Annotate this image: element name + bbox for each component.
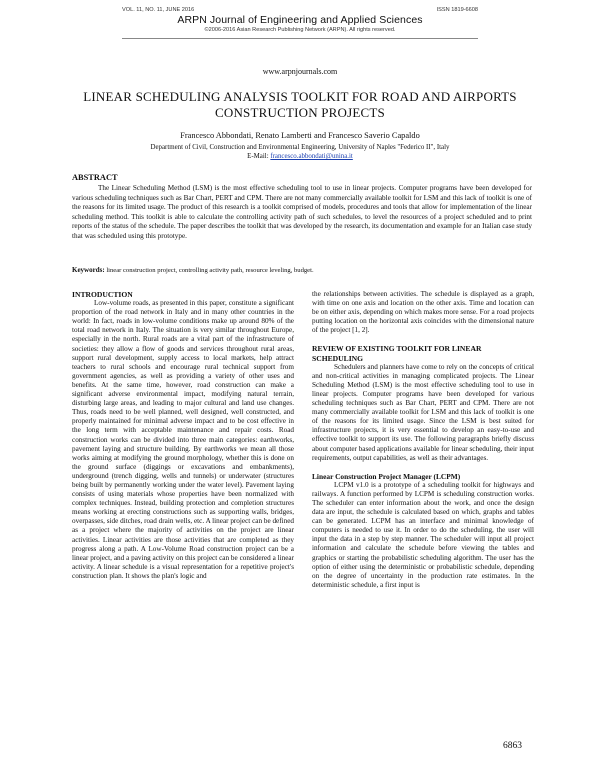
journal-website: www.arpnjournals.com <box>262 67 338 76</box>
paper-title-line-2: CONSTRUCTION PROJECTS <box>215 105 385 120</box>
abstract-heading: ABSTRACT <box>72 173 118 182</box>
spacer <box>312 335 534 344</box>
email-link[interactable]: francesco.abbondati@unina.it <box>270 153 353 160</box>
review-heading-line-2: SCHEDULING <box>312 353 364 363</box>
right-column <box>312 290 534 590</box>
issn: ISSN 1819-6608 <box>436 7 478 13</box>
copyright-notice: ©2006-2016 Asian Research Publishing Network (ARPN). All rights reserved. <box>204 27 396 33</box>
lcpm-heading: Linear Construction Project Manager (LCPM) <box>312 471 461 481</box>
left-column <box>72 290 294 581</box>
page-number: 6863 <box>503 741 522 751</box>
spacer <box>312 463 534 472</box>
volume-issue: VOL. 11, NO. 11, JUNE 2016 <box>122 7 195 13</box>
introduction-paragraph: Low-volume roads, as presented in this paper, constitute a significant proportion of the road network in Italy and in many other countries in the world: In fact, roads in low-volume conditions make up around 80% of the total road network in Italy. The situation is very similar throughout Europe, especially in the north. Rural roads are a vital part of the infrastructure of societies: they allow a flow of goods and services throughout rural areas, support rural development, supply access to local markets, help attract teachers to rural schools and encourage rural technical support from government agencies, as well as providing a variety of other uses and benefits. At the same time, however, road construction can make a significant adverse environmental impact, modifying natural terrain, disturbing large areas, and leading to major cultural and land use changes. Thus, roads need to be well planned, well designed, well constructed, and properly maintained for minimal adverse impact and to be cost effective in the long term with acceptable maintenance and repair costs. Road construction works can be divided into three main categories: earthworks, pavement laying and structure building. By earthworks we mean all those works aiming at modifying the ground morphology, whether this is done on the ground surface (diggings or excavations and embankments), underground (trench digging, wells and tunnels) or underwater (structures being built by permanently working under the water level). Pavement laying consists of using materials whose properties have been normalized with complex techniques. Instead, building protection and completion structures means working at erecting constructions such as supporting walls, bridges, overpasses, side ditches, road drain wells, etc. A linear project can be defined as a project where the majority of activities on the project are linear activities. Linear activities are those activities that are completed as they progress along a path. A Low-Volume Road construction project can be a linear project, and a paving activity on this project can be considered a linear activity. A linear schedule is a visual representation for a repetitive project's construction plan. It shows the plan's logic and <box>72 299 294 580</box>
review-heading-line-1: REVIEW OF EXISTING TOOLKIT FOR LINEAR <box>312 344 482 354</box>
paper-title <box>40 89 560 121</box>
keywords-text: linear construction project, controlling activity path, resource leveling, budget. <box>104 267 314 274</box>
affiliation-text: Department of Civil, Construction and Environmental Engineering, University of Naples "Federico II", Italy <box>150 144 450 151</box>
keywords-label: Keywords: <box>72 266 105 274</box>
abstract-text: The Linear Scheduling Method (LSM) is the most effective scheduling tool to use in linear projects. Computer programs have been developed for various scheduling techniques such as Bar Chart, PERT and CPM. There are not many commercially available toolkit for LSM and this lack of toolkit is one of the reasons for its limited usage. The product of this research is a toolkit comprised of models, procedures and tools that allow for implementation of the linear scheduling method. This toolkit is able to calculate the controlling activity path of such schedules, to level the resources of a project scheduled and to print reports of the status of the schedule. The paper describes the toolkit that was developed by the research, its documentation and example for an Italian case study that was scheduled using this prototype. <box>72 184 532 240</box>
header-divider <box>122 38 478 39</box>
author-affiliation <box>0 143 600 161</box>
email-line <box>0 152 600 161</box>
paper-title-line-1: LINEAR SCHEDULING ANALYSIS TOOLKIT FOR ROAD AND AIRPORTS <box>83 89 517 104</box>
lcpm-paragraph: LCPM v1.0 is a prototype of a scheduling toolkit for highways and railways. A function performed by LCPM is scheduling construction works. The scheduler can enter information about the work, and once the design data are input, the schedule is calculated based on which, graphs and tables can be generated. LCPM has an interface and minimal knowledge of computers is needed to use it. In order to do the scheduling, the user will input the data in a step by step manner. The scheduler will input all project information and calculate the schedule before viewing the tables and graphics or starting the probabilistic scheduling algorithm. The user has the option of either using the deterministic or probabilistic schedule, depending on the degree of uncertainty in the production rate estimates. In the deterministic schedule, a first input is <box>312 480 534 589</box>
review-heading <box>312 344 534 362</box>
journal-title: ARPN Journal of Engineering and Applied Sciences <box>177 14 423 26</box>
introduction-continued: the relationships between activities. The schedule is displayed as a graph, with time on one axis and location on the other axis. Time and location can be on either axis, depending on which makes more sense. For a road projects putting location on the horizontal axis coincides with the dimensional nature of the project [1, 2]. <box>312 290 534 335</box>
email-label: E-Mail: <box>247 153 271 160</box>
author-list: Francesco Abbondati, Renato Lamberti and Francesco Saverio Capaldo <box>180 131 420 140</box>
review-paragraph: Schedulers and planners have come to rely on the concepts of critical and non-critical activities in managing complicated projects. The Linear Scheduling Method (LSM) is the most effective scheduling tool to use in linear projects. Computer programs have been developed for various scheduling techniques such as Bar Chart, PERT and CPM. There are not many commercially available toolkit for LSM and this lack of toolkit is one of the reasons for its limited usage. Since the LSM is best suited for infrastructure projects, it is very essential to develop an easy-to-use and effective toolkit to support its use. The following paragraphs briefly discuss about computer based applications available for linear scheduling, their input requirements, output capabilities, as well as their advantages. <box>312 362 534 462</box>
introduction-heading: INTRODUCTION <box>72 290 133 299</box>
keywords <box>72 266 532 274</box>
